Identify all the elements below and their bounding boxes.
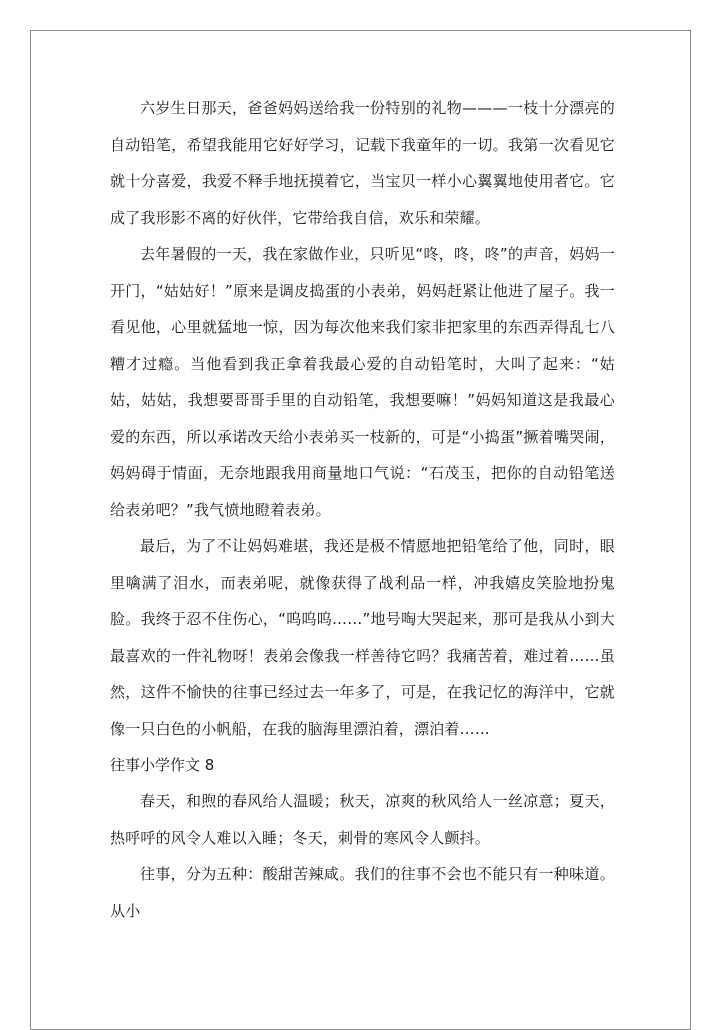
paragraph-seasons: 春天，和煦的春风给人温暖；秋天，凉爽的秋风给人一丝凉意；夏天，热呼呼的风令人难以入睡；冬天，刺骨的寒风令人颤抖。 [110,792,615,847]
paragraph-summer-visit: 去年暑假的一天，我在家做作业，只听见“咚，咚，咚”的声音，妈妈一开门，“姑姑好！”原来是调皮捣蛋的小表弟，妈妈赶紧让他进了屋子。我一看见他，心里就猛地一惊，因为每次他来我们家非把家里的东西弄得乱七八糟才过瘾。当他看到我正拿着我最心爱的自动铅笔时，大叫了起来：“姑姑，姑姑，我想要哥哥手里的自动铅笔，我想要嘛！”妈妈知道这是我最心爱的东西，所以承诺改天给小表弟买一枝新的，可是“小捣蛋”撅着嘴哭闹，妈妈碍于情面，无奈地跟我用商量地口气说：“石茂玉，把你的自动铅笔送给表弟吧？”我气愤地瞪着表弟。 [110,245,615,519]
essay-heading: 往事小学作文 8 [110,756,215,774]
paragraph-five-flavors: 往事，分为五种：酸甜苦辣咸。我们的往事不会也不能只有一种味道。从小 [110,865,615,920]
document-body [110,90,615,929]
paragraph-birthday-gift: 六岁生日那天，爸爸妈妈送给我一份特别的礼物———一枝十分漂亮的自动铅笔，希望我能用它好好学习，记载下我童年的一切。我第一次看见它就十分喜爱，我爱不释手地抚摸着它，当宝贝一样小心翼翼地使用者它。它成了我形影不离的好伙伴，它带给我自信，欢乐和荣耀。 [110,99,615,227]
paragraph-giving-pencil: 最后，为了不让妈妈难堪，我还是极不情愿地把铅笔给了他，同时，眼里噙满了泪水，而表弟呢，就像获得了战利品一样，冲我嬉皮笑脸地扮鬼脸。我终于忍不住伤心，“呜呜呜……”地号啕大哭起来，那可是我从小到大最喜欢的一件礼物呀！表弟会像我一样善待它吗？我痛苦着，难过着……虽然，这件不愉快的往事已经过去一年多了，可是，在我记忆的海洋中，它就像一只白色的小帆船，在我的脑海里漂泊着，漂泊着…… [110,537,615,738]
